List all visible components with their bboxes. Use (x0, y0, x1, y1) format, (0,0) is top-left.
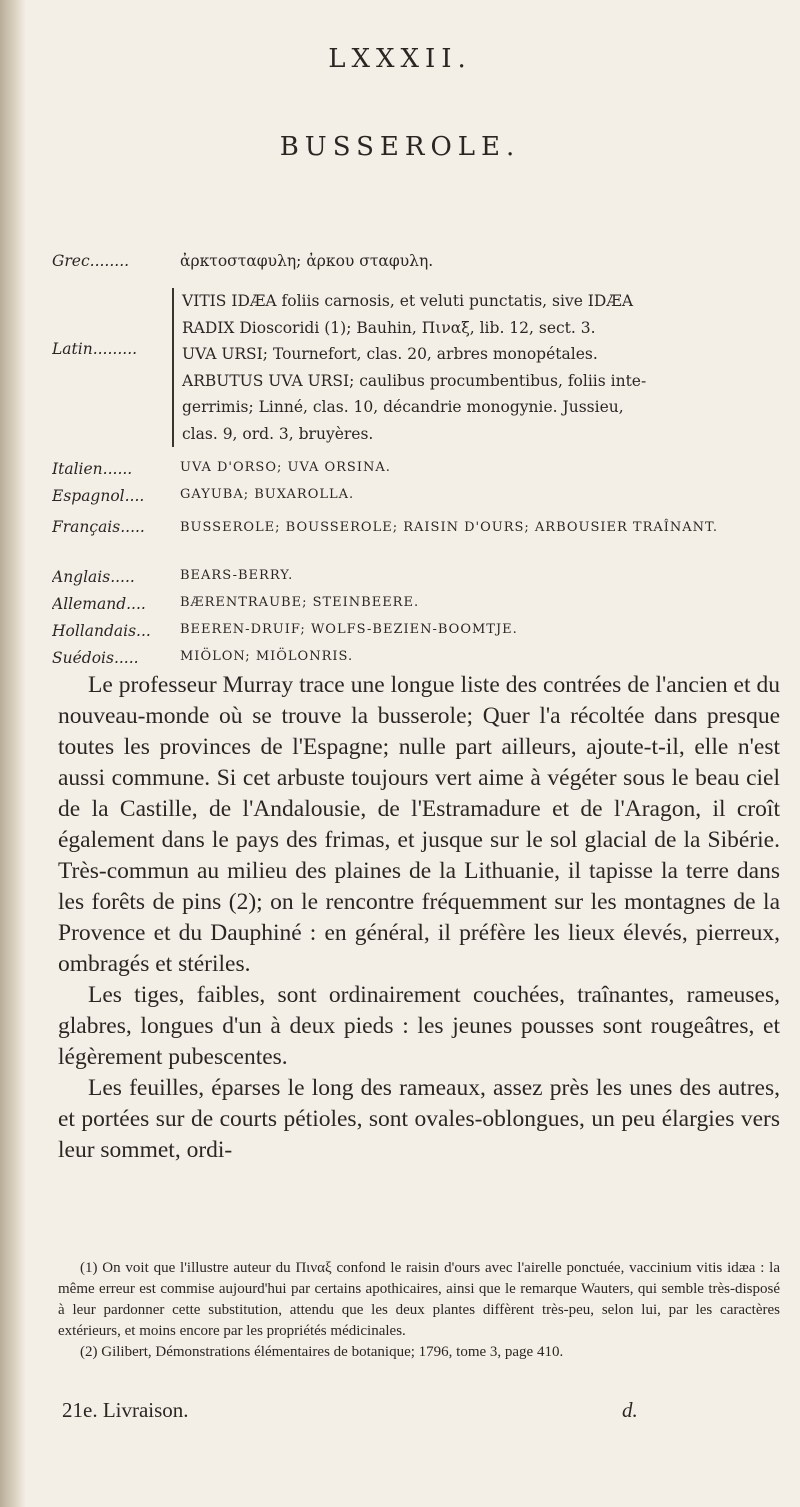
french-names: BUSSEROLE; BOUSSEROLE; RAISIN D'OURS; ARBOUSIER TRAÎNANT. (180, 520, 718, 535)
row-german (52, 595, 782, 622)
latin-line: ARBUTUS UVA URSI; caulibus procumbentibus, foliis inte- (182, 371, 647, 390)
lang-label-english: Anglais..... (52, 568, 135, 586)
english-names: BEARS-BERRY. (180, 568, 294, 583)
body-text (58, 670, 780, 1166)
paragraph: Les feuilles, éparses le long des rameaux, assez près les unes des autres, et portées sur de courts pétioles, sont ovales-oblongues, un peu élargies vers leur sommet, ordi- (58, 1075, 780, 1163)
row-dutch (52, 622, 782, 649)
german-names: BÆRENTRAUBE; STEINBEERE. (180, 595, 420, 610)
latin-line: gerrimis; Linné, clas. 10, décandrie monogynie. Jussieu, (182, 398, 624, 416)
lang-label-greek: Grec........ (52, 252, 130, 270)
synonyms-table (52, 252, 782, 676)
footnote-1: (1) On voit que l'illustre auteur du Πιναξ confond le raisin d'ours avec l'airelle ponctuée, vaccinium vitis idæa : la même erreur est commise aujourd'hui par certains apothicaires, ainsi que le remarque Wauters, qui semble très-disposé à leur pardonner cette substitution, attendu que les deux plantes diffèrent très-peu, selon lui, par les caractères extérieurs, et moins encore par les propriétés médicinales. (58, 1260, 780, 1339)
latin-line: clas. 9, ord. 3, bruyères. (182, 424, 374, 443)
latin-line: RADIX Dioscoridi (1); Bauhin, Πιναξ, lib. 12, sect. 3. (182, 318, 596, 337)
paragraph: Les tiges, faibles, sont ordinairement couchées, traînantes, rameuses, glabres, longues d'un à deux pieds : les jeunes pousses sont rougeâtres, et légèrement pubescentes. (58, 982, 780, 1070)
page-title: BUSSEROLE. (279, 132, 521, 162)
lang-label-french: Français..... (52, 518, 145, 536)
livraison-label: 21e. Livraison. (62, 1398, 189, 1422)
lang-label-swedish: Suédois..... (52, 649, 139, 667)
paragraph: Le professeur Murray trace une longue liste des contrées de l'ancien et du nouveau-monde où se trouve la busserole; Quer l'a récoltée dans presque toutes les provinces de l'Espagne; nulle part ailleurs, ajoute-t-il, elle n'est aussi commune. Si cet arbuste toujours vert aime à végéter sous le beau ciel de la Castille, de l'Andalousie, de l'Estramadure et de l'Aragon, il croît également dans le pays des frimas, et jusque sur le sol glacial de la Sibérie. Très-commun au milieu des plaines de la Lithuanie, il tapisse la terre dans les forêts de pins (2); on le rencontre fréquemment sur les montagnes de la Provence et du Dauphiné : en général, il préfère les lieux élevés, pierreux, ombragés et stériles. (58, 672, 780, 977)
lang-label-spanish: Espagnol.... (52, 487, 145, 505)
chapter-number: LXXXII. (328, 44, 472, 74)
row-latin (52, 288, 782, 460)
lang-label-latin: Latin......... (52, 340, 138, 358)
row-french (52, 514, 782, 568)
signature-mark: d. (622, 1398, 638, 1422)
lang-label-german: Allemand.... (52, 595, 146, 613)
row-italian (52, 460, 782, 487)
greek-names: ἀρκτοσταφυλη; ἀρκου σταφυλη. (180, 252, 434, 270)
footnotes (58, 1258, 780, 1363)
row-english (52, 568, 782, 595)
lang-label-dutch: Hollandais... (52, 622, 151, 640)
row-greek (52, 252, 782, 288)
latin-line: UVA URSI; Tournefort, clas. 20, arbres monopétales. (182, 345, 598, 363)
latin-names (172, 288, 782, 447)
row-spanish (52, 487, 782, 514)
latin-line: VITIS IDÆA foliis carnosis, et veluti punctatis, sive IDÆA (182, 292, 634, 310)
footnote-2: (2) Gilibert, Démonstrations élémentaires de botanique; 1796, tome 3, page 410. (80, 1344, 564, 1360)
dutch-names: BEEREN-DRUIF; WOLFS-BEZIEN-BOOMTJE. (180, 622, 518, 637)
italian-names: UVA D'ORSO; UVA ORSINA. (180, 460, 391, 475)
spanish-names: GAYUBA; BUXAROLLA. (180, 487, 355, 502)
lang-label-italian: Italien...... (52, 460, 133, 478)
swedish-names: MIÖLON; MIÖLONRIS. (180, 649, 354, 664)
